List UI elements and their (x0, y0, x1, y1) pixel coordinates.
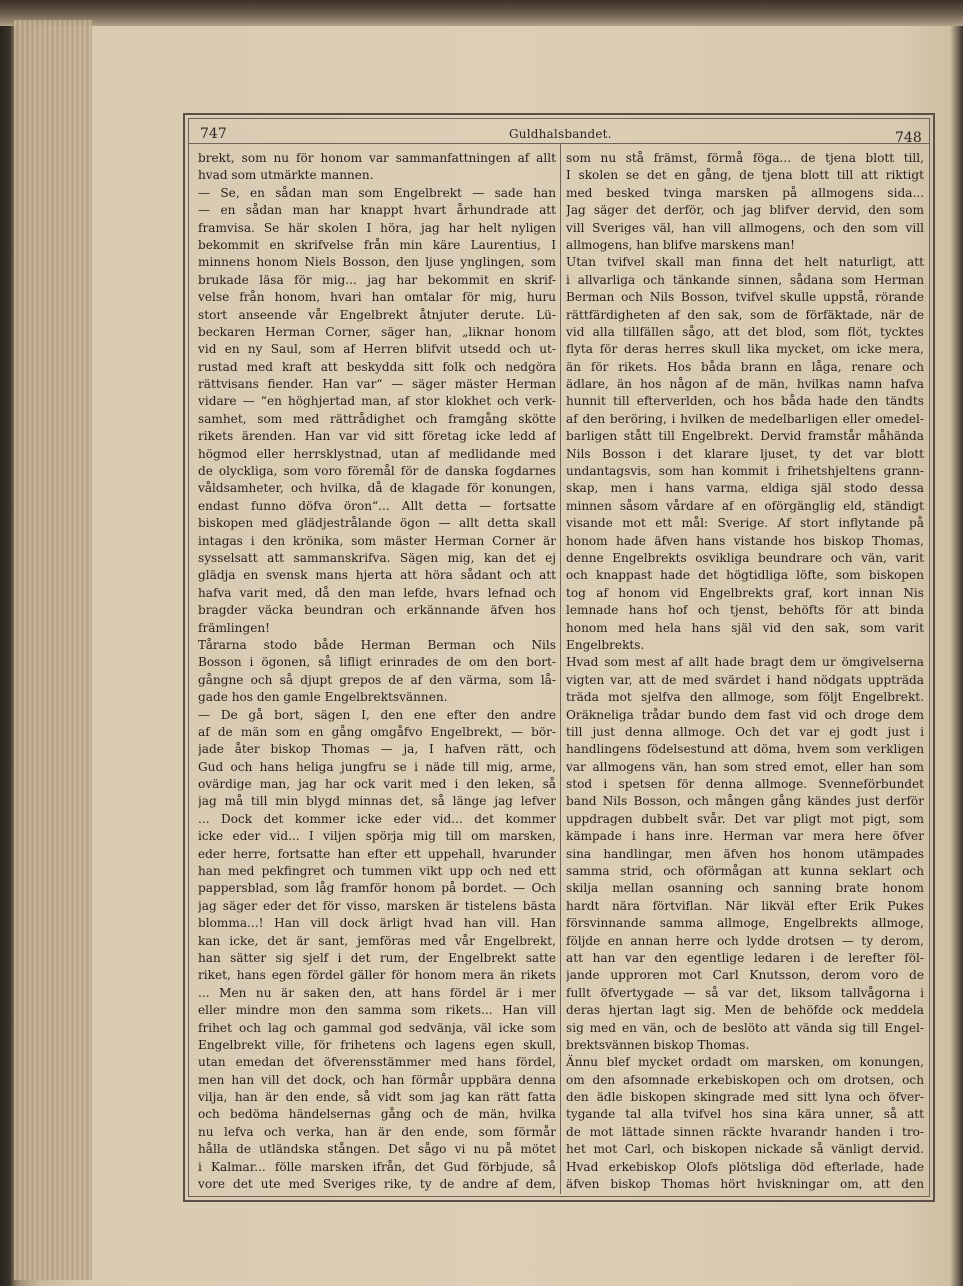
text-line: han med pekfingret och tummen vikt upp och ned ett (198, 864, 556, 879)
text-line: utan emedan det öfverensstämmer med hans fördel, (198, 1055, 556, 1070)
text-line: hvad som utmärkte mannen. (198, 168, 374, 183)
text-line: Gud och hans heliga jungfru se i näde till mig, arme, (198, 759, 556, 774)
text-line: var allmogens vän, han som stred emot, eller han som (566, 759, 924, 774)
binding-top-edge (0, 0, 963, 26)
column-rule (560, 144, 561, 1194)
text-line: ... Men nu är saken den, att hans fördel är i mer (198, 985, 556, 1000)
text-line: vid alla tillfällen sågo, att det blod, som flöt, tycktes (566, 324, 924, 339)
text-line: minnens honom Niels Bosson, den ljuse ynglingen, som (198, 255, 556, 270)
text-line: allmogens, han blifve marskens man! (566, 237, 796, 252)
text-line: i Kalmar... fölle marsken ifrån, det Gud förbjude, så (198, 1159, 556, 1174)
text-line: brukade läsa för mig... jag har bekommit en skrif- (198, 272, 556, 287)
text-line: af de män som en gång omgåfvo Engelbrekt, — bör- (198, 724, 556, 739)
text-line: stort anseende vår Engelbrekt åtnjuter derute. Lü- (198, 307, 556, 322)
text-line: som nu stå främst, förmå föga... de tjena blott till, (566, 151, 924, 165)
text-line: den ädle biskopen skingrade med sitt lyna och öfver- (566, 1090, 924, 1105)
text-line: rättfärdigheten af den sak, som de förfäktade, när de (566, 307, 924, 322)
text-line: brekt, som nu för honom var sammanfattningen af allt (198, 151, 556, 165)
text-line: — en sådan man har knappt hvart århundrade att (198, 203, 556, 218)
text-line: endast funno döfva öron“... Allt detta — fortsatte (198, 498, 556, 513)
text-line: än för rikets. Hos båda brann en låga, renare och (566, 359, 924, 374)
text-line: med besked tvinga marsken på allmogens sida... (566, 185, 924, 200)
text-line: jag säger eder det för visso, marsken är tistelens bästa (198, 898, 556, 913)
text-line: vilja, han är den ende, så vidt som jag kan rätt fatta (198, 1090, 556, 1105)
text-line: äfven biskop Thomas hört hviskningar om, att den (566, 1177, 924, 1192)
text-line: af den beröring, i hvilken de medelbarligen eller omedel- (566, 411, 924, 426)
text-line: brektsvännen biskop Thomas. (566, 1037, 750, 1052)
text-line: fullt öfvertygade — så var det, liksom tallvågorna i (566, 985, 924, 1000)
text-line: följde en annan herre och lydde drotsen — ty derom, (566, 933, 924, 948)
text-line: hafva varit med, då den man lefde, hvars lefnad och (198, 585, 556, 600)
page-number-left: 747 (200, 126, 227, 142)
text-line: jag må till min blygd minnas det, så länge jag lefver (198, 794, 556, 809)
text-line: barligen stått till Engelbrekt. Dervid framstår måhända (566, 429, 924, 444)
text-line: rättvisans fiender. Han var“ — säger mäster Herman (198, 377, 556, 392)
text-line: samhet, som med rättrådighet och framgång skötte (198, 411, 556, 426)
text-line: vore det ute med Sveriges rike, ty de andre af dem, (198, 1177, 556, 1192)
text-line: Berman och Nils Bosson, tvifvel skulle uppstå, rörande (566, 290, 924, 305)
text-line: het mot Carl, och biskopen nickade så vänligt dervid. (566, 1142, 924, 1157)
text-line: samma strid, och oförmågan att kunna seklart och (566, 864, 924, 879)
text-line: gångne och så djupt grepos de af den värma, som lå- (198, 672, 556, 687)
text-line: de mot lättade sinnen räckte hvarandr handen i tro- (566, 1124, 924, 1139)
right-text-column (566, 150, 924, 1193)
text-line: högmod eller herrsklystnad, utan af medlidande med (198, 446, 556, 461)
text-line: skilja mellan osanning och sanning brate honom (566, 881, 924, 896)
text-line: handlingens födelsestund att döma, hvem som verkligen (566, 742, 924, 757)
text-line: våldsamheter, och hvilka, då de klagade för konungen, (198, 481, 556, 496)
text-line: tygande tal alla tvifvel hos sina kära unner, så att (566, 1107, 924, 1122)
text-line: hardt nära förtviflan. När likväl efter Erik Pukes (566, 898, 924, 913)
text-line: minnen såsom vårdare af en oförgänglig eld, ständigt (566, 498, 924, 513)
text-line: lemnade hans hof och tjenst, behöfts för att binda (566, 603, 924, 618)
text-line: och knappast hade det högtidliga löfte, som biskopen (566, 568, 924, 583)
text-line: hunnit till efterverlden, och hos båda hade den tändts (566, 394, 924, 409)
text-line: skap, men i hans varma, eldiga själ stodo dessa (566, 481, 924, 496)
text-line: men han vill det dock, och han förmår uppbära denna (198, 1072, 556, 1087)
text-line: jade åter biskop Thomas — ja, I hafven rätt, och (198, 742, 556, 757)
text-line: Nils Bosson i det klarare ljuset, ty det var blott (566, 446, 924, 461)
text-line: Hvad erkebiskop Olofs plötsliga död efterlade, hade (566, 1159, 924, 1174)
header-rule (188, 143, 930, 144)
text-line: bekommit en skrifvelse från min käre Laurentius, I (198, 237, 556, 252)
text-line: och bedöma händelsernas gång och de män, hvilka (198, 1107, 556, 1122)
text-line: till just denna allmoge. Och det var ej godt just i (566, 724, 924, 739)
text-line: frihet och lag och gammal god sedvänja, väl icke som (198, 1020, 556, 1035)
text-line: kämpade i hans inre. Herman var mera here öfver (566, 829, 924, 844)
text-line: om den afsomnade erkebiskopen och om drotsen, och (566, 1072, 924, 1087)
page-number-right: 748 (895, 130, 922, 146)
text-line: intagas i den krönika, som mäster Herman Corner är (198, 533, 556, 548)
text-line: Jag säger det derför, och jag blifver dervid, den som (566, 203, 924, 218)
text-line: tog af honom vid Engelbrekts graf, kort innan Nis (566, 585, 924, 600)
text-line: flyta för deras herres skull lika mycket, om icke mera, (566, 342, 924, 357)
text-line: riket, hans egen fördel gäller för honom mera än rikets (198, 968, 556, 983)
text-line: glädja en svensk mans hjerta att höra sådant och att (198, 568, 556, 583)
text-line: visande mot ett mål: Sverige. Af stort inflytande på (566, 516, 924, 531)
text-line: — Se, en sådan man som Engelbrekt — sade han (198, 185, 556, 200)
text-line: Engelbrekt ville, för frihetens och lagens egen skull, (198, 1037, 556, 1052)
text-line: Ännu blef mycket ordadt om marsken, om konungen, (566, 1055, 924, 1070)
text-line: framvisa. Se här skolen I höra, jag har helt nyligen (198, 220, 556, 235)
text-line: ... Dock det kommer icke eder vid... det kommer (198, 811, 556, 826)
text-line: Engelbrekts. (566, 637, 645, 652)
text-line: att han var den egentlige ledaren i de lerefter föl- (566, 950, 924, 965)
text-line: gade hos den gamle Engelbrektsvännen. (198, 690, 448, 705)
text-line: pappersblad, som låg framför honom på bordet. — Och (198, 881, 556, 896)
text-line: Hvad som mest af allt hade bragt dem ur ömgivelserna (566, 655, 924, 670)
running-title: Guldhalsbandet. (509, 127, 612, 141)
text-line: uppdragen dubbelt svår. Det var pligt mot pigt, som (566, 811, 924, 826)
text-line: — De gå bort, sägen I, den ene efter den andre (198, 707, 556, 722)
text-line: honom hade äfven hans vistande hos biskop Thomas, (566, 533, 924, 548)
text-line: hålla de utländska stången. Det sågo vi nu på mötet (198, 1142, 556, 1157)
text-line: band Nils Bosson, och mången gång kändes just derför (566, 794, 924, 809)
text-line: sig med en vän, och de beslöto att vända sig till Engel- (566, 1020, 924, 1035)
text-line: vidare — “en höghjertad man, af stor klokhet och verk- (198, 394, 556, 409)
text-line: eder herre, fortsatte han efter ett uppehall, hvarunder (198, 846, 556, 861)
page-stack-edge (14, 20, 92, 1280)
text-line: rikets ärenden. Han var vid sitt företag icke ledd af (198, 429, 556, 444)
text-line: ovärdige man, jag har ock varit med i den leken, så (198, 777, 556, 792)
text-line: träda mot sjelfva den allmoge, som följt Engelbrekt. (566, 690, 924, 705)
text-line: nu lefva och verka, han är den ende, som förmår (198, 1124, 556, 1139)
text-line: jande upproren mot Carl Knutsson, derom voro de (566, 968, 924, 983)
text-line: denne Engelbrekts osvikliga beundrare och vän, varit (566, 550, 924, 565)
text-line: vill Sveriges väl, han vill allmogens, och den som vill (566, 220, 924, 235)
text-line: försvinnande samma allmoge, Engelbrekts allmoge, (566, 916, 924, 931)
text-line: de olyckliga, som voro föremål för de danska fogdarnes (198, 464, 556, 479)
text-line: undantagsvis, som han kommit i frihetshjeltens grann- (566, 464, 924, 479)
text-line: Bosson i ögonen, så lifligt erinrades de om den bort- (198, 655, 556, 670)
text-line: främlingen! (198, 620, 271, 635)
left-text-column (198, 150, 556, 1193)
text-line: beckaren Herman Corner, säger han, „liknar honom (198, 324, 556, 339)
text-line: vid en ny Saul, som af Herren blifvit utsedd och ut- (198, 342, 556, 357)
text-line: rustad med kraft att beskydda sitt folk och nedgöra (198, 359, 556, 374)
text-line: sysselsatt att sammanskrifva. Sägen mig, kan det ej (198, 550, 556, 565)
text-line: I skolen se det en gång, de tjena blott till att riktigt (566, 168, 924, 183)
text-line: bragder väcka beundran och erkännande äfven hos (198, 603, 556, 618)
text-line: i allvarliga och tänkande sinnen, sådana som Herman (566, 272, 924, 287)
text-line: biskopen med glädjestrålande ögon — allt detta skall (198, 516, 556, 531)
text-line: stod i spetsen för denna allmoge. Svenneförbundet (566, 777, 924, 792)
text-line: deras hjertan lagt sig. Men de behöfde ock meddela (566, 1003, 924, 1018)
text-line: icke eder vid... I viljen spörja mig till om marsken, (198, 829, 556, 844)
text-line: ädlare, än hos någon af de män, hvilkas namn hafva (566, 377, 924, 392)
text-line: sina handlingar, men äfven hos honom utämpades (566, 846, 924, 861)
text-line: Tårarna stodo både Herman Berman och Nils (198, 637, 556, 652)
text-line: han sätter sig sjelf i det rum, der Engelbrekt satte (198, 950, 556, 965)
text-line: blomma...! Han vill dock ärligt hvad han vill. Han (198, 916, 556, 931)
text-line: Utan tvifvel skall man finna det helt naturligt, att (566, 255, 924, 270)
text-line: eller mindre mon den samma som rikets... Han vill (198, 1003, 556, 1018)
text-line: kan icke, det är sant, jemföras med vår Engelbrekt, (198, 933, 556, 948)
text-line: velse från honom, hvari han omtalar för mig, huru (198, 290, 556, 305)
text-line: honom med hela hans själ vid den sak, som varit (566, 620, 924, 635)
text-line: Oräkneliga trådar bundo dem fast vid och droge dem (566, 707, 924, 722)
text-line: vigten var, att de med svärdet i hand nödgats uppträda (566, 672, 924, 687)
